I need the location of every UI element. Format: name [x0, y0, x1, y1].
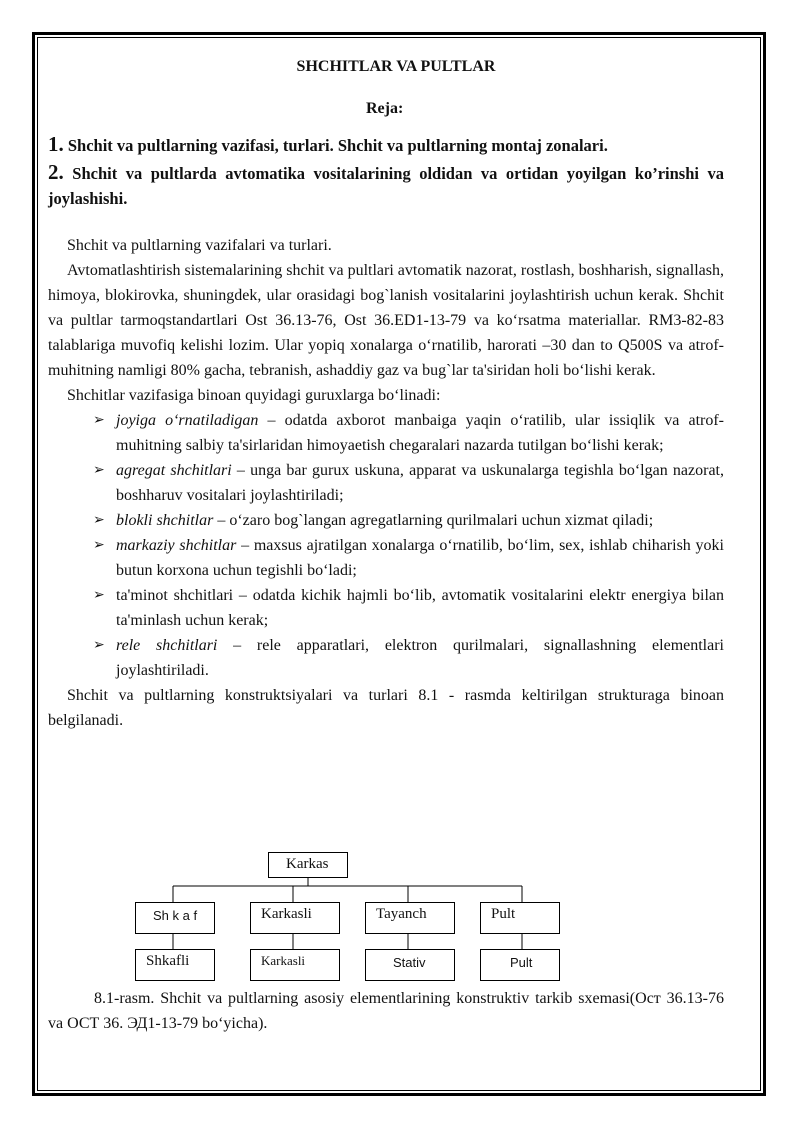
- diagram-node-box: Stativ: [365, 949, 455, 981]
- list-item-term: markaziy shchitlar: [116, 537, 237, 554]
- list-item: [93, 458, 724, 508]
- plan-item-text: Shchit va pultlarda avtomatika vositalarining oldidan va ortidan yoyilgan ko’rinshi va joylashishi.: [48, 164, 725, 208]
- arrow-bullet-icon: ➢: [93, 462, 105, 478]
- list-item-term: joyiga oʻrnatiladigan: [116, 412, 259, 429]
- figure-caption: 8.1-rasm. Shchit va pultlarning asosiy elementlarining konstruktiv tarkib sxemasi(Ост 36.13-76 va ОСТ 36. ЭД1-13-79 boʻyicha).: [48, 990, 724, 1032]
- arrow-bullet-icon: ➢: [93, 412, 105, 428]
- plan-item-number: 2.: [48, 160, 64, 184]
- list-item: [93, 508, 724, 533]
- list-item-term: rele shchitlari: [116, 637, 218, 654]
- diagram-root-box: Karkas: [268, 852, 348, 878]
- paragraph-groups-lead: Shchitlar vazifasiga binoan quyidagi guruxlarga boʻlinadi:: [67, 387, 441, 404]
- list-item-text: – unga bar gurux uskuna, apparat va uskunalarga tegishla boʻlgan nazorat, boshharuv vositalari joylashtiriladi;: [116, 462, 724, 504]
- paragraph-structure: Shchit va pultlarning konstruktsiyalari va turlari 8.1 - rasmda keltirilgan strukturaga binoan belgilanadi.: [48, 687, 724, 729]
- list-item-text: – rele apparatlari, elektron qurilmalari, signallashning elementlari joylashtiriladi.: [116, 637, 725, 679]
- diagram-node-box: Sh k a f: [135, 902, 215, 934]
- diagram-node-box: Pult: [480, 949, 560, 981]
- plan-item-number: 1.: [48, 132, 64, 156]
- paragraph-subheading: Shchit va pultlarning vazifalari va turlari.: [67, 237, 332, 254]
- list-item-text: – maxsus ajratilgan xonalarga oʻrnatilib, boʻlim, sex, ishlab chiharish yoki butun korxona uchun tegishli boʻladi;: [116, 537, 725, 579]
- diagram-node-box: Pult: [480, 902, 560, 934]
- list-item: [93, 633, 724, 683]
- plan-item-1: [48, 132, 724, 158]
- paragraph-intro: Avtomatlashtirish sistemalarining shchit va pultlari avtomatik nazorat, rostlash, boshharish, signallash, himoya, blokirovka, shuningdek, ular orasidagi bog`lanish vositalarini joylashtirish uchun kerak. Shchit va pultlar tarmoqstandartlari Ost 36.13-76, Ost 36.ED1-13-79 va koʻrsatma materiallar. RM3-82-83 talablariga muvofiq kelishi lozim. Ular yopiq xonalarga oʻrnatilib, harorati –30 dan to Q500S va atrof-muhitning namligi 80% gacha, tebranish, ashaddiy gaz va bug`lar ta'siridan holi boʻlishi kerak.: [48, 262, 724, 379]
- list-item-text: ta'minot shchitlari – odatda kichik hajmli boʻlib, avtomatik vositalarini elektr energiya bilan ta'minlash uchun kerak;: [116, 587, 724, 629]
- page-title: SHCHITLAR VA PULTLAR: [296, 58, 496, 75]
- diagram-node-box: Shkafli: [135, 949, 215, 981]
- arrow-bullet-icon: ➢: [93, 637, 105, 653]
- shield-types-list: [48, 408, 724, 683]
- plan-heading: Reja:: [366, 100, 404, 117]
- list-item-text: – oʻzaro bog`langan agregatlarning qurilmalari uchun xizmat qiladi;: [213, 512, 654, 529]
- arrow-bullet-icon: ➢: [93, 512, 105, 528]
- list-item-term: blokli shchitlar: [116, 512, 214, 529]
- plan-item-text: Shchit va pultlarning vazifasi, turlari. Shchit va pultlarning montaj zonalari.: [67, 136, 608, 155]
- arrow-bullet-icon: ➢: [93, 587, 105, 603]
- diagram-node-box: Karkasli: [250, 949, 340, 981]
- plan-item-2: [48, 160, 724, 211]
- list-item: [93, 583, 724, 633]
- diagram-node-box: Tayanch: [365, 902, 455, 934]
- list-item-text: – odatda axborot manbaiga yaqin oʻratilib, ular issiqlik va atrof-muhitning salbiy ta'sirlaridan himoyaetish chegaralari nazarda tutilgan boʻlishi kerak;: [116, 412, 725, 454]
- arrow-bullet-icon: ➢: [93, 537, 105, 553]
- document-body: [48, 52, 724, 733]
- diagram-node-box: Karkasli: [250, 902, 340, 934]
- list-item: [93, 408, 724, 458]
- list-item-term: agregat shchitlari: [116, 462, 232, 479]
- list-item: [93, 533, 724, 583]
